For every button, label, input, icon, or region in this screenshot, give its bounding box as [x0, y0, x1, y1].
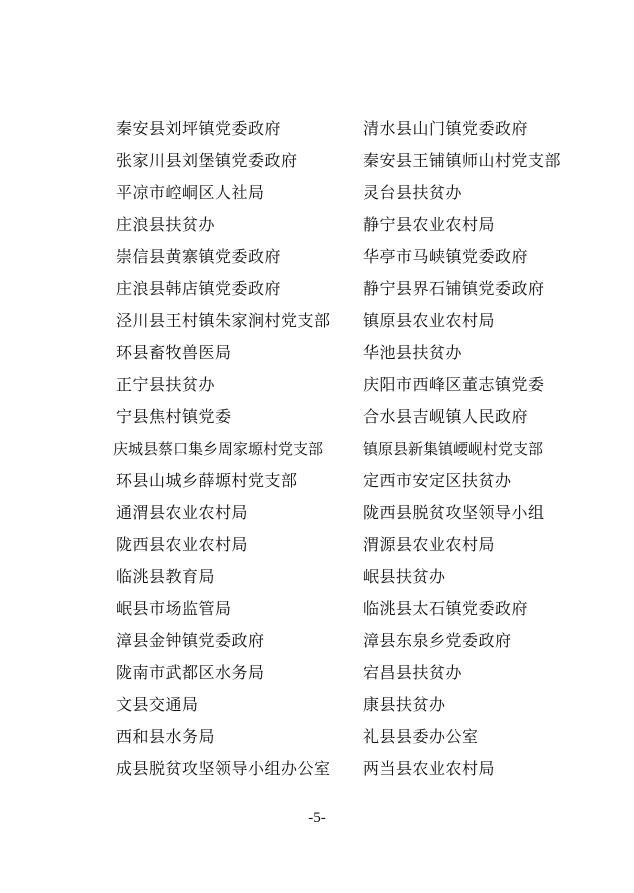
list-item-right: 灵台县扶贫办 [363, 183, 463, 202]
list-item-left: 环县畜牧兽医局 [116, 343, 232, 362]
list-row [0, 657, 634, 689]
list-row [0, 529, 634, 561]
list-row [0, 209, 634, 241]
list-item-left: 平凉市崆峒区人社局 [116, 183, 265, 202]
list-item-right: 合水县吉岘镇人民政府 [363, 407, 529, 426]
list-item-right: 陇西县脱贫攻坚领导小组 [363, 503, 545, 522]
list-row [0, 113, 634, 145]
list-item-right: 礼县县委办公室 [363, 727, 479, 746]
list-item-left: 临洮县教育局 [116, 567, 216, 586]
list-item-right: 静宁县农业农村局 [363, 215, 496, 234]
list-item-left: 西和县水务局 [116, 727, 216, 746]
list-item-right: 镇原县农业农村局 [363, 311, 496, 330]
list-row [0, 497, 634, 529]
list-row [0, 561, 634, 593]
list-row [0, 337, 634, 369]
list-item-left: 成县脱贫攻坚领导小组办公室 [116, 759, 331, 778]
list-row [0, 433, 634, 465]
list-item-right: 岷县扶贫办 [363, 567, 446, 586]
list-item-right: 宕昌县扶贫办 [363, 663, 463, 682]
list-item-right: 静宁县界石铺镇党委政府 [363, 279, 545, 298]
list-item-left: 泾川县王村镇朱家涧村党支部 [116, 311, 331, 330]
list-item-left: 文县交通局 [116, 695, 199, 714]
list-row [0, 625, 634, 657]
list-item-right: 临洮县太石镇党委政府 [363, 599, 529, 618]
page-number: -5- [308, 810, 326, 826]
list-item-right: 镇原县新集镇崾岘村党支部 [363, 440, 544, 458]
list-item-left: 正宁县扶贫办 [116, 375, 216, 394]
list-row [0, 465, 634, 497]
list-row [0, 305, 634, 337]
list-row [0, 241, 634, 273]
list-item-left: 通渭县农业农村局 [116, 503, 249, 522]
list-item-left: 环县山城乡薛塬村党支部 [116, 471, 298, 490]
list-item-right: 漳县东泉乡党委政府 [363, 631, 512, 650]
list-item-right: 康县扶贫办 [363, 695, 446, 714]
list-item-left: 庆城县蔡口集乡周家塬村党支部 [113, 440, 324, 458]
list-item-left: 庄浪县韩店镇党委政府 [116, 279, 282, 298]
list-item-right: 两当县农业农村局 [363, 759, 496, 778]
organization-list [0, 113, 634, 785]
list-row [0, 177, 634, 209]
list-item-left: 漳县金钟镇党委政府 [116, 631, 265, 650]
list-item-right: 华池县扶贫办 [363, 343, 463, 362]
list-row [0, 689, 634, 721]
list-row [0, 721, 634, 753]
list-item-right: 秦安县王铺镇师山村党支部 [363, 151, 562, 170]
list-item-right: 清水县山门镇党委政府 [363, 119, 529, 138]
list-item-left: 秦安县刘坪镇党委政府 [116, 119, 282, 138]
list-row [0, 401, 634, 433]
list-item-left: 张家川县刘堡镇党委政府 [116, 151, 298, 170]
list-item-left: 崇信县黄寨镇党委政府 [116, 247, 282, 266]
list-item-left: 庄浪县扶贫办 [116, 215, 216, 234]
list-row [0, 369, 634, 401]
list-item-right: 庆阳市西峰区董志镇党委 [363, 375, 545, 394]
list-item-right: 渭源县农业农村局 [363, 535, 496, 554]
list-row [0, 273, 634, 305]
list-row [0, 753, 634, 785]
list-row [0, 593, 634, 625]
list-item-left: 陇西县农业农村局 [116, 535, 249, 554]
list-item-left: 宁县焦村镇党委 [116, 407, 232, 426]
list-row [0, 145, 634, 177]
list-item-left: 陇南市武都区水务局 [116, 663, 265, 682]
list-item-right: 定西市安定区扶贫办 [363, 471, 512, 490]
list-item-right: 华亭市马峡镇党委政府 [363, 247, 529, 266]
list-item-left: 岷县市场监管局 [116, 599, 232, 618]
